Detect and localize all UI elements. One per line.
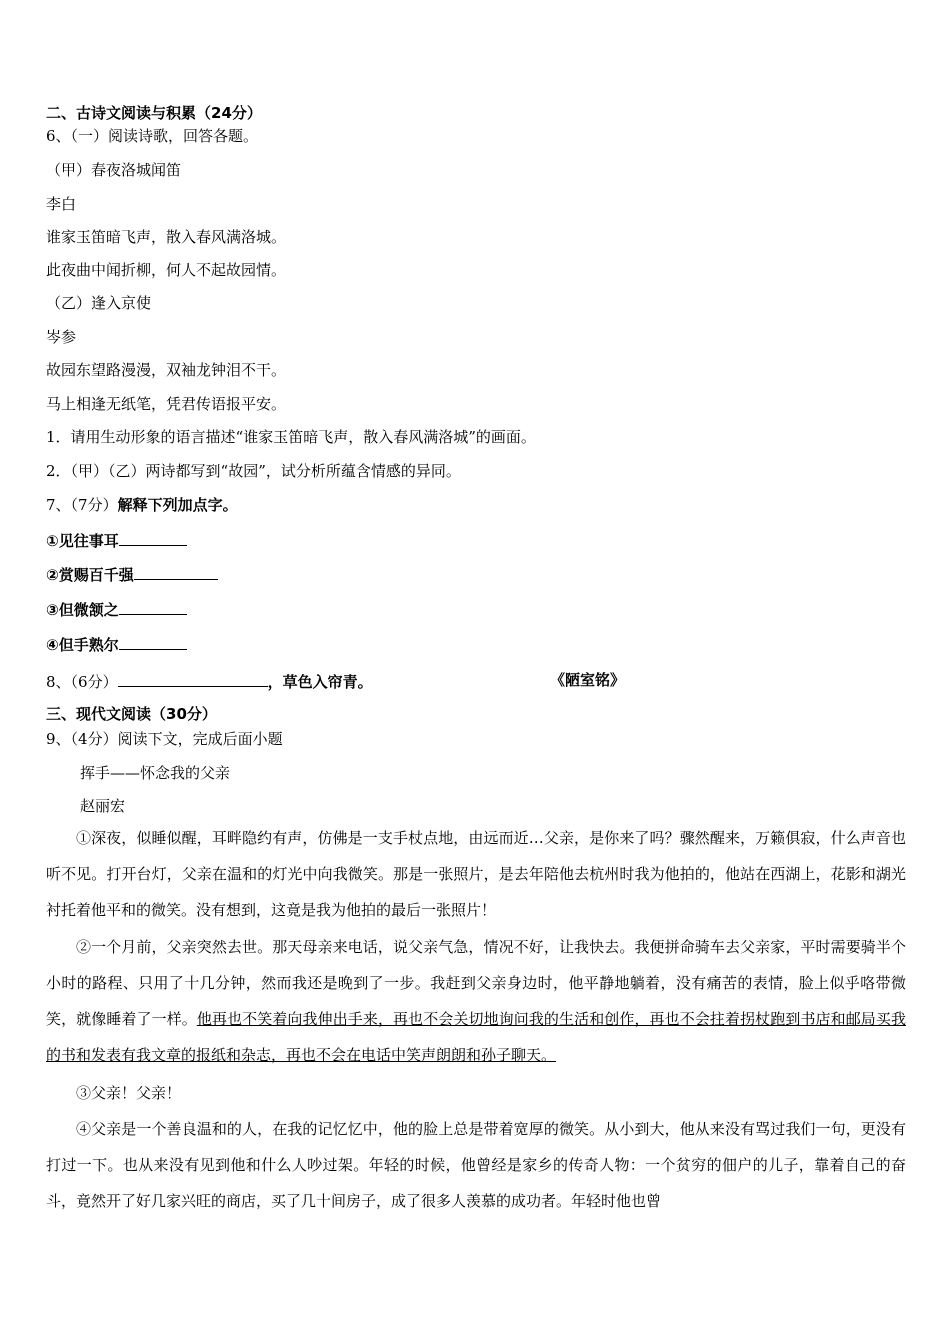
q7-item-2-text: ②赏赐百千强 xyxy=(46,566,134,584)
poem-b-title: （乙）逢入京使 xyxy=(46,294,152,312)
poem-b-author: 岑参 xyxy=(46,328,77,346)
article-paragraph-3: ③父亲！父亲！ xyxy=(76,1084,182,1102)
q7-header xyxy=(46,495,238,515)
q7-item-4 xyxy=(46,633,187,655)
q7-item-1-blank[interactable] xyxy=(119,529,187,546)
q6-sub-question-2: 2．（甲）（乙）两诗都写到“故园”，试分析所蕴含情感的异同。 xyxy=(46,462,461,480)
q8-blank[interactable] xyxy=(118,670,268,687)
q7-instruction: 解释下列加点字。 xyxy=(117,496,238,514)
q7-item-3 xyxy=(46,598,187,620)
poem-a-author: 李白 xyxy=(46,195,77,213)
q7-item-4-text: ④但手熟尔 xyxy=(46,636,119,654)
article-paragraph-4: ④父亲是一个善良温和的人，在我的记忆忆中，他的脸上总是带着宽厚的微笑。从小到大，他从来没有骂过我们一句，更没有打过一下。也从来没有见到他和什么人吵过架。年轻的时候，他曾经是家乡的传奇人物：一个贫穷的佃户的儿子，靠着自己的奋斗，竟然开了好几家兴旺的商店，买了几十间房子，成了很多人羡慕的成功者。年轻时他也曾 xyxy=(46,1120,906,1210)
paragraph-2-text: ②一个月前，父亲突然去世。那天母亲来电话，说父亲气急，情况不好，让我快去。我便拼命骑车去父亲家，平时需要骑半个小时的路程、只用了十几分钟，然而我还是晚到了一步。我赶到父亲身边时，他平静地躺着，没有痛苦的表情，脸上似乎咯带微笑，就像睡着了一样。 xyxy=(46,938,906,1028)
q6-intro: 6、（一）阅读诗歌，回答各题。 xyxy=(46,127,259,145)
q7-prefix: 7、（7分） xyxy=(46,496,118,514)
paragraph-2-underlined-text: 他再也不笑着向我伸出手来，再也不会关切地询问我的生活和创作，再也不会拄着拐杖跑到书店和邮局买我的书和发表有我文章的报纸和杂志，再也不会在电话中笑声朗朗和孙子聊天。 xyxy=(46,1010,906,1064)
q7-item-3-blank[interactable] xyxy=(119,598,187,615)
poem-a-line-2: 此夜曲中闻折柳，何人不起故园情。 xyxy=(46,261,287,279)
poem-a-title: （甲）春夜洛城闻笛 xyxy=(46,161,182,179)
q7-item-3-text: ③但微颔之 xyxy=(46,601,119,619)
q8-source: 《陋室铭》 xyxy=(550,671,626,689)
poem-a-line-1: 谁家玉笛暗飞声，散入春风满洛城。 xyxy=(46,228,287,246)
section-2-title: 二、古诗文阅读与积累（24分） xyxy=(46,104,262,122)
section-3-title: 三、现代文阅读（30分） xyxy=(46,705,217,723)
article-paragraph-2 xyxy=(46,929,906,1073)
q8-line xyxy=(46,670,373,692)
poem-b-line-2: 马上相逢无纸笔，凭君传语报平安。 xyxy=(46,395,287,413)
q7-item-1 xyxy=(46,529,187,551)
q7-item-2-blank[interactable] xyxy=(134,563,218,580)
article-title: 挥手——怀念我的父亲 xyxy=(80,764,231,782)
q8-text: ，草色入帘青。 xyxy=(267,673,373,691)
q9-intro: 9、（4分）阅读下文，完成后面小题 xyxy=(46,730,283,748)
q7-item-1-text: ①见往事耳 xyxy=(46,532,119,550)
article-author: 赵丽宏 xyxy=(80,797,126,815)
q6-sub-question-1: 1．请用生动形象的语言描述“谁家玉笛暗飞声，散入春风满洛城”的画面。 xyxy=(46,428,536,446)
article-paragraph-1: ①深夜，似睡似醒，耳畔隐约有声，仿佛是一支手杖点地，由远而近…父亲，是你来了吗？骤然醒来，万籁俱寂，什么声音也听不见。打开台灯，父亲在温和的灯光中向我微笑。那是一张照片，是去年陪他去杭州时我为他拍的，他站在西湖上，花影和湖光衬托着他平和的微笑。没有想到，这竟是我为他拍的最后一张照片！ xyxy=(46,829,906,919)
poem-b-line-1: 故园东望路漫漫，双袖龙钟泪不干。 xyxy=(46,361,287,379)
q8-prefix: 8、（6分） xyxy=(46,673,118,691)
q7-item-2 xyxy=(46,563,218,585)
q7-item-4-blank[interactable] xyxy=(119,633,187,650)
